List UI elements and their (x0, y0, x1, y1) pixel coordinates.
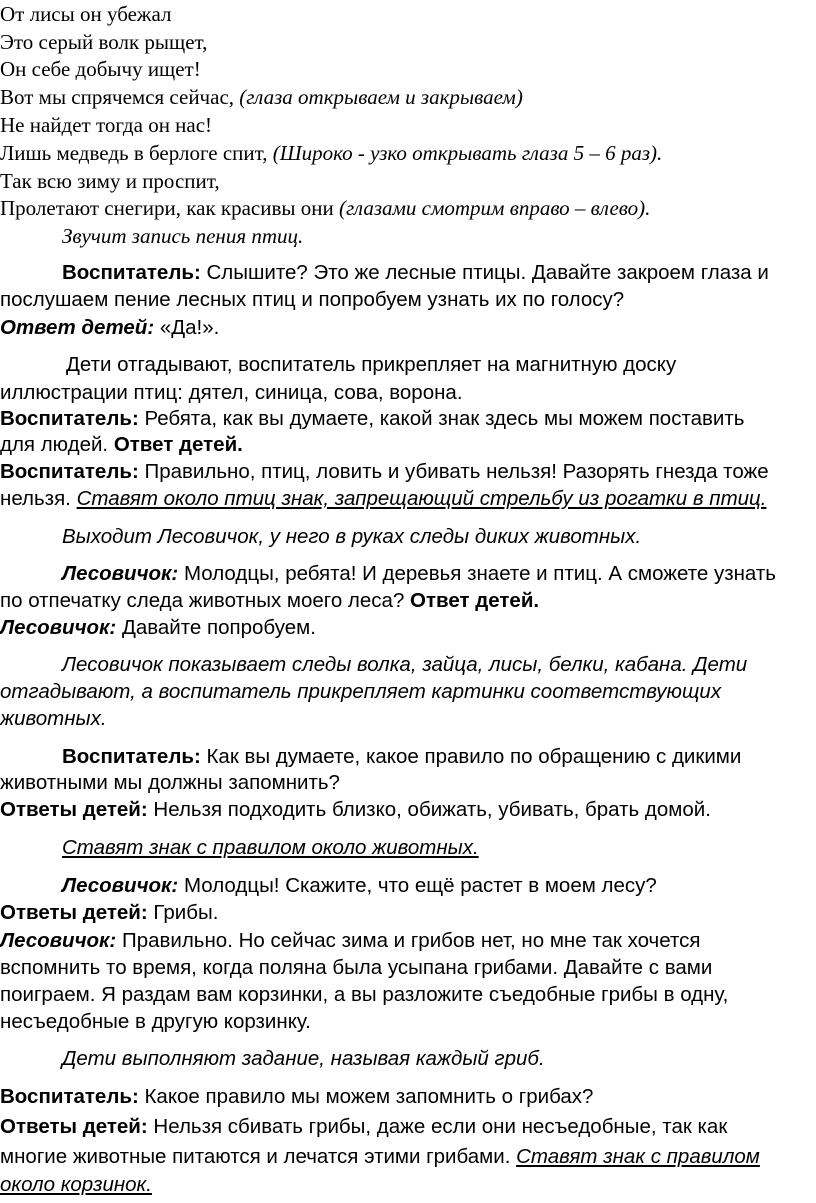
dialogue-line: вспомнить то время, когда поляна была усыпана грибами. Давайте с вами (0, 956, 713, 979)
dialogue-line: Ответ детей: «Да!». (0, 316, 220, 339)
speaker-label: Воспитатель: (62, 261, 201, 284)
stage-direction: Лесовичок показывает следы волка, зайца, лисы, белки, кабана. Дети (62, 653, 748, 676)
sign-note: Ставят знак с правилом (516, 1145, 760, 1168)
exercise-note: (глаза открываем и закрываем) (239, 85, 523, 109)
speaker-label: Ответы детей: (0, 798, 148, 821)
dialogue-line: Ответы детей: Нельзя подходить близко, обижать, убивать, брать домой. (0, 798, 711, 821)
sign-note: Ставят знак с правилом около животных. (62, 836, 479, 859)
speaker-label: Лесовичок: (62, 874, 179, 897)
poem-line: Пролетают снегири, как красивы они (глазами смотрим вправо – влево). (0, 196, 651, 220)
dialogue-line: для людей. Ответ детей. (0, 433, 243, 456)
poem-line: Вот мы спрячемся сейчас, (глаза открываем и закрываем) (0, 85, 523, 109)
dialogue-line: поиграем. Я раздам вам корзинки, а вы разложите съедобные грибы в одну, (0, 983, 729, 1006)
dialogue-line: послушаем пение лесных птиц и попробуем узнать их по голосу? (0, 288, 625, 311)
dialogue-line: Лесовичок: Давайте попробуем. (0, 616, 316, 639)
dialogue-line: животными мы должны запомнить? (0, 771, 340, 794)
speaker-label: Ответы детей: (0, 901, 148, 924)
speaker-label: Воспитатель: (0, 1085, 139, 1108)
narration-line: Дети отгадывают, воспитатель прикрепляет на магнитную доску (66, 353, 677, 376)
dialogue-line: нельзя. Ставят около птиц знак, запрещающий стрельбу из рогатки в птиц. (0, 487, 767, 510)
dialogue-line: Воспитатель: Ребята, как вы думаете, какой знак здесь мы можем поставить (0, 407, 745, 430)
speaker-label: Лесовичок: (0, 616, 117, 639)
speaker-label: Лесовичок: (0, 929, 117, 952)
narration-line: иллюстрации птиц: дятел, синица, сова, ворона. (0, 381, 463, 404)
dialogue-line: Лесовичок: Молодцы, ребята! И деревья знаете и птиц. А сможете узнать (62, 562, 776, 585)
stage-direction: отгадывают, а воспитатель прикрепляет картинки соответствующих (0, 680, 722, 703)
poem-line: Не найдет тогда он нас! (0, 113, 213, 137)
dialogue-line: несъедобные в другую корзинку. (0, 1010, 311, 1033)
poem-line: Так всю зиму и проспит, (0, 169, 220, 193)
stage-direction: Дети выполняют задание, называя каждый гриб. (62, 1047, 545, 1070)
stage-direction: Выходит Лесовичок, у него в руках следы диких животных. (62, 525, 642, 548)
poem-line: Он себе добычу ищет! (0, 57, 201, 81)
stage-direction: животных. (0, 707, 107, 730)
dialogue-line: Лесовичок: Правильно. Но сейчас зима и грибов нет, но мне так хочется (0, 929, 701, 952)
speaker-label: Лесовичок: (62, 562, 179, 585)
stage-direction: Звучит запись пения птиц. (62, 224, 304, 248)
dialogue-line: Воспитатель: Какое правило мы можем запомнить о грибах? (0, 1085, 594, 1108)
dialogue-line: Лесовичок: Молодцы! Скажите, что ещё растет в моем лесу? (62, 874, 657, 897)
dialogue-line: по отпечатку следа животных моего леса? Ответ детей. (0, 589, 540, 612)
dialogue-line: Ответы детей: Нельзя сбивать грибы, даже если они несъедобные, так как (0, 1115, 728, 1138)
exercise-note: (Широко - узко открывать глаза 5 – 6 раз). (272, 141, 663, 165)
poem-line: От лисы он убежал (0, 2, 172, 26)
exercise-note: (глазами смотрим вправо – влево). (339, 196, 651, 220)
dialogue-line: Воспитатель: Правильно, птиц, ловить и убивать нельзя! Разорять гнезда тоже (0, 460, 769, 483)
speaker-label: Воспитатель: (0, 460, 139, 483)
speaker-label: Ответ детей: (0, 316, 155, 339)
sign-note: около корзинок. (0, 1173, 152, 1196)
dialogue-line: Воспитатель: Слышите? Это же лесные птицы. Давайте закроем глаза и (62, 261, 769, 284)
poem-line: Лишь медведь в берлоге спит, (Широко - узко открывать глаза 5 – 6 раз). (0, 141, 663, 165)
dialogue-line: Воспитатель: Как вы думаете, какое правило по обращению с дикими (62, 745, 742, 768)
dialogue-line: многие животные питаются и лечатся этими грибами. Ставят знак с правилом (0, 1145, 760, 1168)
speaker-label: Ответы детей: (0, 1115, 148, 1138)
sign-note: Ставят около птиц знак, запрещающий стрельбу из рогатки в птиц. (76, 487, 767, 510)
dialogue-line: Ответы детей: Грибы. (0, 901, 219, 924)
poem-line: Это серый волк рыщет, (0, 30, 208, 54)
speaker-label: Воспитатель: (0, 407, 139, 430)
speaker-label: Воспитатель: (62, 745, 201, 768)
